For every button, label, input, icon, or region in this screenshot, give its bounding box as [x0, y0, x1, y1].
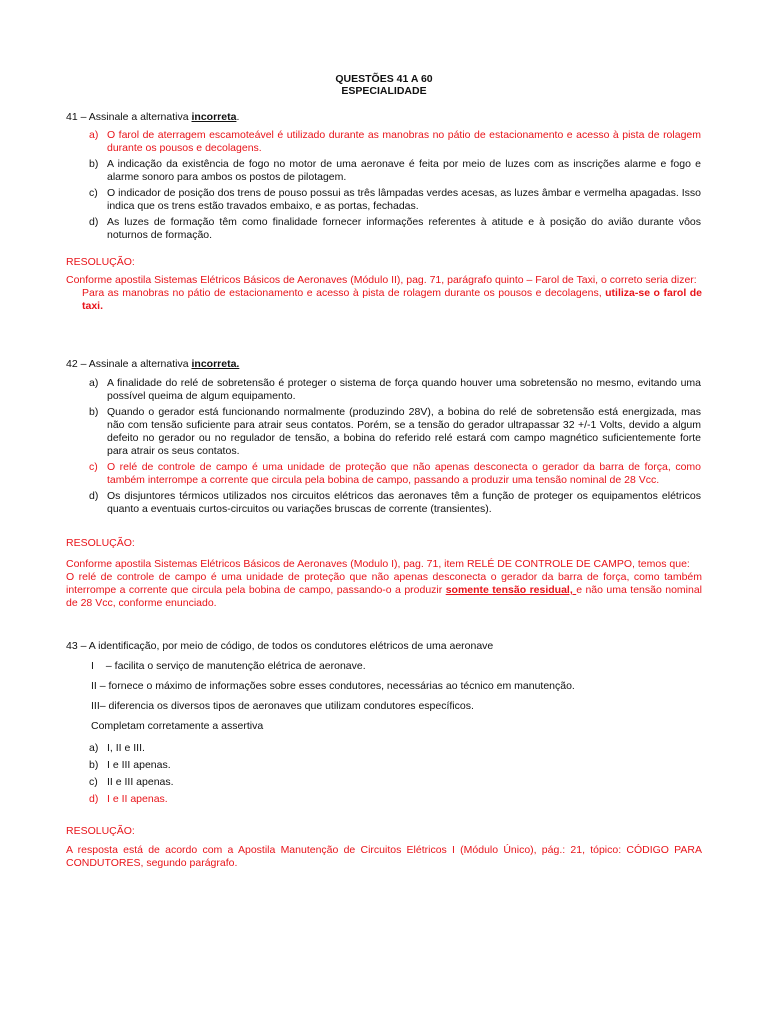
question-42-options [89, 377, 701, 519]
option-d [89, 490, 701, 516]
option-b [89, 406, 701, 458]
statement-text: – diferencia os diversos tipos de aeronaves que utilizam condutores específicos. [99, 700, 474, 712]
option-letter: b) [89, 406, 99, 418]
page-title: QUESTÕES 41 A 60 [335, 73, 433, 85]
resolution-text: Conforme apostila Sistemas Elétricos Básicos de Aeronaves (Módulo II), pag. 71, parágrafo quinto – Farol de Taxi, o correto seria dizer: [66, 274, 697, 286]
option-letter: c) [89, 187, 98, 199]
question-41-options [89, 129, 701, 245]
option-c [89, 461, 701, 487]
option-text: I, II e III. [107, 742, 145, 754]
option-text: A finalidade do relé de sobretensão é proteger o sistema de força quando houver uma sobretensão no mesmo, evitando uma possível queima de algum equipamento. [107, 377, 701, 402]
option-letter: d) [89, 793, 99, 805]
option-text: O indicador de posição dos trens de pouso possui as três lâmpadas verdes acesas, as luzes âmbar e vermelha apagadas. Isso indica que os trens estão travados embaixo, e as portas, fechadas. [107, 187, 701, 212]
option-letter: d) [89, 490, 99, 502]
complete-prompt: Completam corretamente a assertiva [91, 720, 264, 732]
question-43-options [89, 742, 701, 809]
option-text: A indicação da existência de fogo no motor de uma aeronave é feita por meio de luzes com as inscrições alarme e fogo e alarme sonoro para ambos os postos de pilotagem. [107, 158, 701, 183]
resolution-43: A resposta está de acordo com a Apostila Manutenção de Circuitos Elétricos I (Módulo Único), pág.: 21, tópico: CÓDIGO PARA CONDUTORES, segundo parágrafo. [66, 844, 702, 869]
resolution-text-end: e não uma tensão nominal de 28 Vcc, conforme enunciado. [66, 584, 702, 609]
resolution-paragraph [66, 571, 702, 610]
option-letter: a) [89, 742, 99, 754]
option-letter: c) [89, 461, 98, 473]
stem-text: 42 – Assinale a alternativa [66, 358, 192, 370]
quote-emphasis: utiliza-se o farol de taxi. [82, 287, 702, 312]
question-42-stem [66, 358, 239, 371]
option-letter: b) [89, 759, 99, 771]
resolution-label: RESOLUÇÃO: [66, 825, 135, 837]
resolution-quote [66, 287, 702, 313]
resolution-text: O relé de controle de campo é uma unidade de proteção que não apenas desconecta o gerador da barra de força, como também interrompe a corrente que circula pela bobina de campo, passando-o a produzir [66, 571, 702, 596]
option-b [89, 158, 701, 184]
quote-text: Para as manobras no pátio de estacionamento e acesso à pista de rolagem durante os pousos e decolagens, [82, 287, 606, 299]
option-text: I e II apenas. [107, 793, 168, 805]
option-a [89, 377, 701, 403]
roman-numeral: III [91, 700, 100, 712]
option-letter: c) [89, 776, 98, 788]
page-subtitle: ESPECIALIDADE [341, 85, 427, 97]
stem-text: 41 – Assinale a alternativa [66, 111, 192, 123]
stem-end: . [236, 111, 240, 123]
resolution-label: RESOLUÇÃO: [66, 537, 135, 549]
option-text: II e III apenas. [107, 776, 174, 788]
roman-numeral: II [91, 680, 97, 692]
option-letter: a) [89, 129, 99, 141]
option-b [89, 759, 701, 772]
statement-text: – facilita o serviço de manutenção elétrica de aeronave. [103, 660, 366, 672]
statement-ii [91, 680, 575, 693]
option-a [89, 129, 701, 155]
option-text: I e III apenas. [107, 759, 171, 771]
roman-numeral: I [91, 660, 94, 672]
option-d [89, 793, 701, 806]
stem-emphasis: incorreta. [191, 358, 240, 370]
option-letter: a) [89, 377, 99, 389]
option-a [89, 742, 701, 755]
option-text: O farol de aterragem escamoteável é utilizado durante as manobras no pátio de estacionamento e acesso à pista de rolagem durante os pousos e decolagens. [107, 129, 701, 154]
option-text: As luzes de formação têm como finalidade fornecer informações referentes à atitude e à posição do avião durante vôos noturnos de formação. [107, 216, 701, 241]
option-d [89, 216, 701, 242]
option-letter: b) [89, 158, 99, 170]
resolution-label: RESOLUÇÃO: [66, 256, 135, 268]
statement-text: – fornece o máximo de informações sobre esses condutores, necessárias ao técnico em manutenção. [96, 680, 575, 692]
resolution-line: Conforme apostila Sistemas Elétricos Básicos de Aeronaves (Modulo I), pag. 71, item RELÉ DE CONTROLE DE CAMPO, temos que: [66, 558, 690, 570]
option-letter: d) [89, 216, 99, 228]
resolution-41 [66, 274, 702, 313]
option-c [89, 187, 701, 213]
resolution-emphasis: somente tensão residual, [445, 584, 577, 596]
question-41-stem [66, 111, 239, 124]
question-43-stem: 43 – A identificação, por meio de código, de todos os condutores elétricos de uma aeronave [66, 640, 494, 652]
statement-i [91, 660, 366, 673]
stem-emphasis: incorreta [191, 111, 237, 123]
option-c [89, 776, 701, 789]
option-text: Quando o gerador está funcionando normalmente (produzindo 28V), a bobina do relé de sobretensão está energizada, mas não com tensão suficiente para atrair seus contatos. Porém, se a tensão do gerador ultrapassar 32 +/-1 Volts, devido a algum defeito no gerador ou no regulador de tensão, a bobina do referido relé estará com campo magnético suficientemente forte para atrair os seus contatos. [107, 406, 701, 457]
option-text: O relé de controle de campo é uma unidade de proteção que não apenas desconecta o gerador da barra de força, como também interrompe a corrente que circula pela bobina de campo, passando a produzir uma tensão nominal de 28 Vcc. [107, 461, 701, 486]
statement-iii [91, 700, 474, 713]
resolution-42 [66, 558, 702, 610]
option-text: Os disjuntores térmicos utilizados nos circuitos elétricos das aeronaves têm a função de proteger os equipamentos elétricos quanto a eventuais curtos-circuitos ou variações bruscas de corrente (transientes). [107, 490, 701, 515]
